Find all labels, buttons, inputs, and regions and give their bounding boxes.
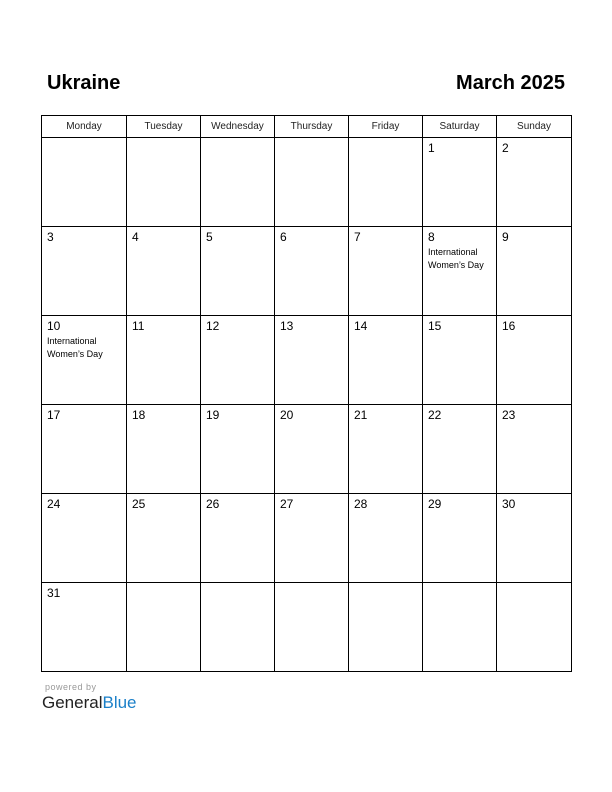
day-number: 29	[428, 497, 442, 511]
day-cell	[275, 316, 349, 405]
day-number: 10	[47, 319, 61, 333]
day-number: 5	[206, 230, 213, 244]
day-number: 24	[47, 497, 61, 511]
day-number: 11	[132, 319, 145, 333]
day-number: 14	[354, 319, 368, 333]
day-cell	[127, 227, 201, 316]
week-row	[42, 583, 572, 672]
day-cell	[127, 583, 201, 672]
day-cell	[423, 227, 497, 316]
day-cell	[349, 138, 423, 227]
day-cell	[201, 405, 275, 494]
day-cell	[127, 316, 201, 405]
day-cell	[423, 583, 497, 672]
day-number: 21	[354, 408, 368, 422]
brand-general: General	[42, 693, 103, 712]
day-number: 7	[354, 230, 361, 244]
day-number: 13	[280, 319, 294, 333]
generalblue-logo[interactable]	[42, 693, 137, 713]
day-cell	[201, 227, 275, 316]
day-cell	[497, 583, 572, 672]
day-cell	[349, 227, 423, 316]
day-cell	[423, 316, 497, 405]
day-number: 19	[206, 408, 220, 422]
day-cell	[275, 583, 349, 672]
holiday-label: International Women’s Day	[428, 247, 484, 270]
day-cell	[42, 405, 127, 494]
day-number: 2	[502, 141, 509, 155]
day-number: 16	[502, 319, 516, 333]
day-number: 20	[280, 408, 294, 422]
day-cell	[42, 583, 127, 672]
weekday-saturday: Saturday	[423, 116, 497, 138]
day-cell	[275, 138, 349, 227]
day-number: 1	[428, 141, 435, 155]
day-number: 26	[206, 497, 220, 511]
day-cell	[275, 227, 349, 316]
day-number: 3	[47, 230, 54, 244]
day-number: 28	[354, 497, 368, 511]
week-row	[42, 316, 572, 405]
day-cell	[201, 316, 275, 405]
day-cell	[275, 494, 349, 583]
day-number: 18	[132, 408, 146, 422]
day-number: 12	[206, 319, 220, 333]
day-number: 27	[280, 497, 294, 511]
weekday-wednesday: Wednesday	[201, 116, 275, 138]
powered-by-text: powered by	[45, 682, 97, 692]
day-cell	[423, 494, 497, 583]
holiday-label: International Women’s Day	[47, 336, 103, 359]
brand-blue: Blue	[102, 693, 137, 712]
day-cell	[349, 583, 423, 672]
day-number: 15	[428, 319, 442, 333]
month-title: March 2025	[456, 72, 565, 94]
day-number: 25	[132, 497, 146, 511]
week-row	[42, 138, 572, 227]
day-cell	[42, 494, 127, 583]
day-cell	[42, 227, 127, 316]
day-cell	[349, 494, 423, 583]
day-number: 4	[132, 230, 139, 244]
day-cell	[275, 405, 349, 494]
day-number: 22	[428, 408, 442, 422]
day-cell	[497, 316, 572, 405]
day-number: 6	[280, 230, 287, 244]
day-number: 30	[502, 497, 516, 511]
weekday-header-row	[42, 116, 572, 138]
day-number: 8	[428, 230, 435, 244]
country-title: Ukraine	[47, 72, 121, 94]
day-cell	[497, 494, 572, 583]
week-row	[42, 405, 572, 494]
weekday-friday: Friday	[349, 116, 423, 138]
weekday-tuesday: Tuesday	[127, 116, 201, 138]
day-cell	[349, 405, 423, 494]
day-cell	[201, 494, 275, 583]
day-number: 31	[47, 586, 61, 600]
weekday-thursday: Thursday	[275, 116, 349, 138]
day-cell	[42, 138, 127, 227]
day-number: 9	[502, 230, 509, 244]
day-cell	[127, 138, 201, 227]
day-cell	[423, 138, 497, 227]
day-cell	[42, 316, 127, 405]
day-cell	[497, 227, 572, 316]
day-cell	[423, 405, 497, 494]
weekday-monday: Monday	[42, 116, 127, 138]
week-row	[42, 494, 572, 583]
day-number: 17	[47, 408, 61, 422]
day-cell	[127, 405, 201, 494]
calendar-grid	[41, 115, 572, 672]
day-cell	[201, 138, 275, 227]
day-cell	[349, 316, 423, 405]
day-number: 23	[502, 408, 516, 422]
day-cell	[497, 405, 572, 494]
weekday-sunday: Sunday	[497, 116, 572, 138]
day-cell	[201, 583, 275, 672]
day-cell	[127, 494, 201, 583]
week-row	[42, 227, 572, 316]
day-cell	[497, 138, 572, 227]
